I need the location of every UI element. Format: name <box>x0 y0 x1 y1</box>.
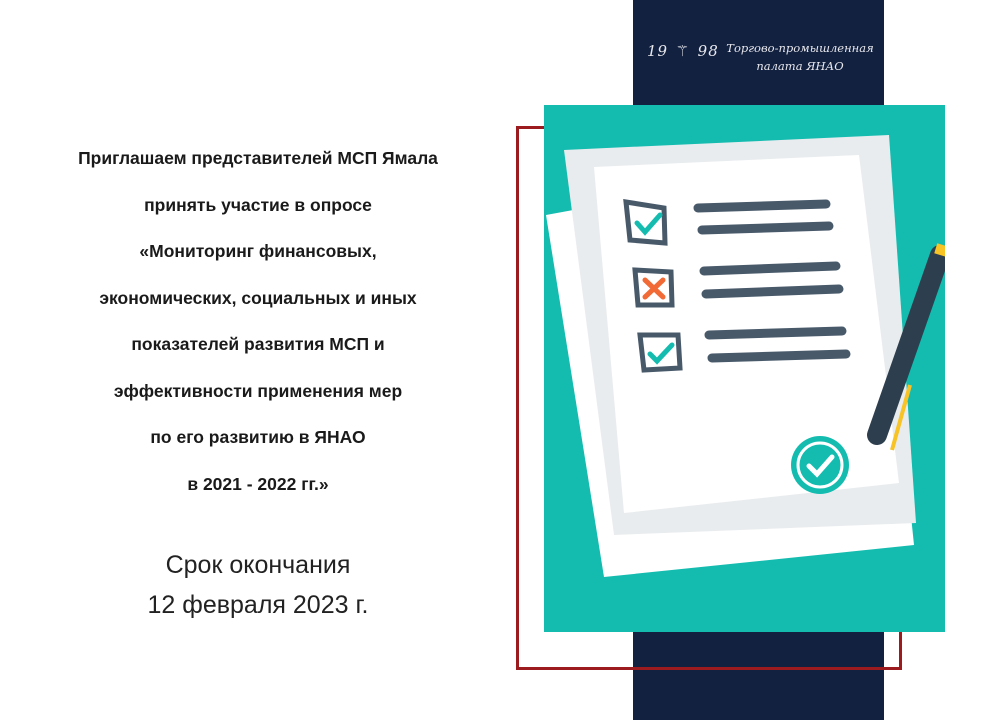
logo-name <box>725 39 875 75</box>
logo-year-left: 19 <box>647 42 669 60</box>
logo-year-right: 98 <box>697 42 719 60</box>
deadline-label: Срок окончания <box>165 551 351 579</box>
chamber-logo <box>645 30 880 80</box>
deadline <box>20 545 496 625</box>
logo-name-line: палата ЯНАО <box>756 59 844 73</box>
checklist-illustration <box>544 105 945 632</box>
deadline-date: 12 февраля 2023 г. <box>147 591 369 619</box>
invitation-text <box>20 135 496 507</box>
invitation-line: показателей развития МСП и <box>131 334 385 354</box>
logo-year <box>647 42 719 60</box>
caduceus-icon: ⚚ <box>675 42 691 60</box>
invitation-line: принять участие в опросе <box>144 194 372 215</box>
logo-name-line: Торгово-промышленная <box>726 41 874 55</box>
invitation-line: по его развитию в ЯНАО <box>150 427 366 447</box>
invitation-line: в 2021 - 2022 гг.» <box>187 473 329 494</box>
invitation-line: экономических, социальных и иных <box>99 287 417 308</box>
invitation-line: эффективности применения мер <box>113 380 403 401</box>
approved-stamp-icon <box>791 436 849 494</box>
invitation-line: «Мониторинг финансовых, <box>139 241 377 261</box>
invitation-line: Приглашаем представителей МСП Ямала <box>78 148 438 168</box>
